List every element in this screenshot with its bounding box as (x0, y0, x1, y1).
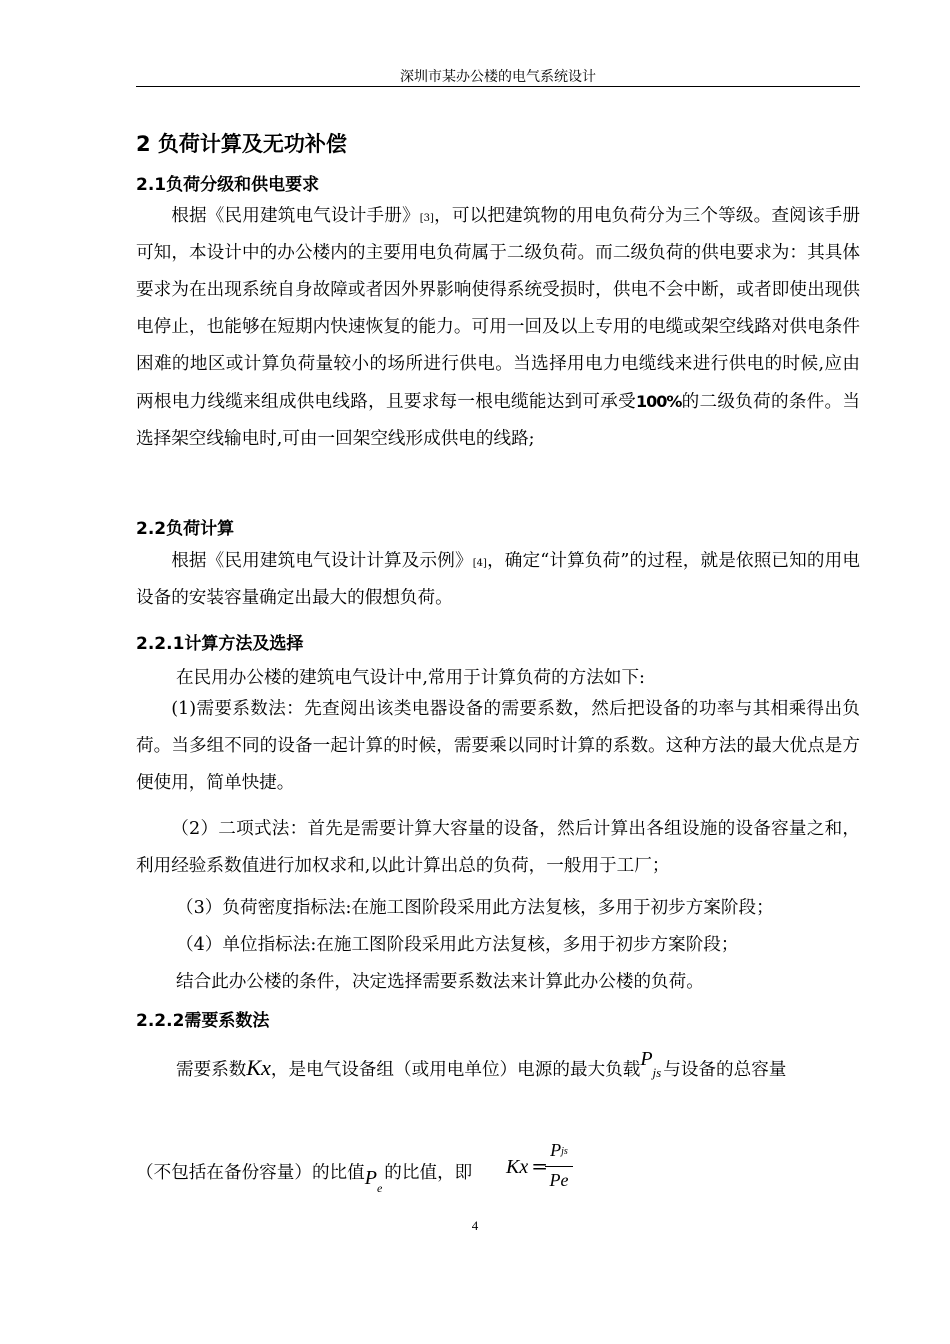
s22-text-b: ，确定“计算负荷”的过程，就是依照已知的用电设备的安装容量确定出最大的假想负荷。 (136, 551, 860, 608)
l1-text-b: ，是电气设备组（或用电单位）电源的最大负载 (270, 1060, 641, 1080)
header-rule (136, 86, 860, 87)
pjs-subscript: js (652, 1065, 662, 1080)
pjs-symbol: P (640, 1048, 653, 1070)
l2-text-b: 的比值，即 (384, 1163, 473, 1183)
s21-text-b: ，可以把建筑物的用电负荷分为三个等级。查阅该手册可知，本设计中的办公楼内的主要用电负荷属于二级负荷。而二级负荷的供电要求为：其具体要求为在出现系统自身故障或者因外界影响使得系统受损时，供电不会中断，或者即使出现供电停止，也能够在短期内快速恢复的能力。可用一回及以上专用的电缆或架空线路对供电条件困难的地区或计算负荷量较小的场所进行供电。当选择用电力电缆线来进行供电的时候,应由两根电力线缆来组成供电线路，且要求每一根电缆能达到可承受 (136, 206, 860, 412)
demand-factor-formula (506, 1154, 548, 1179)
chapter-title: 2 负荷计算及无功补偿 (136, 132, 347, 156)
pe-subscript: e (376, 1181, 383, 1195)
running-header: 深圳市某办公楼的电气系统设计 (400, 69, 596, 85)
methods-intro: 在民用办公楼的建筑电气设计中,常用于计算负荷的方法如下: (176, 668, 645, 688)
s22-text-a: 根据《民用建筑电气设计计算及示例》 (171, 551, 473, 571)
demand-factor-line-1 (176, 1048, 860, 1081)
method-1-paragraph: (1)需要系数法：先查阅出该类电器设备的需要系数，然后把设备的功率与其相乘得出负荷。当多组不同的设备一起计算的时候，需要乘以同时计算的系数。这种方法的最大优点是方便使用，简单快捷。 (136, 699, 860, 793)
l1-text-a: 需要系数 (176, 1060, 247, 1080)
section-2-1-paragraph (136, 198, 860, 458)
citation-4: [4] (472, 558, 487, 569)
l1-text-c: 与设备的总容量 (663, 1060, 787, 1080)
percent-value: 100% (635, 392, 682, 411)
citation-3: [3] (419, 213, 434, 224)
method-conclusion: 结合此办公楼的条件，决定选择需要系数法来计算此办公楼的负荷。 (176, 972, 704, 992)
formula-num-p: P (550, 1140, 562, 1160)
section-2-2-2-heading: 2.2.2需要系数法 (136, 1011, 270, 1031)
method-4-line: （4）单位指标法:在施工图阶段采用此方法复核，多用于初步方案阶段； (176, 935, 739, 955)
method-3-line: （3）负荷密度指标法:在施工图阶段采用此方法复核，多用于初步方案阶段； (176, 898, 774, 918)
formula-denominator (545, 1170, 573, 1191)
page-number: 4 (471, 1218, 479, 1233)
formula-equals: = (531, 1154, 548, 1178)
s21-text-a: 根据《民用建筑电气设计手册》 (171, 206, 420, 226)
formula-den: Pe (549, 1170, 569, 1190)
method-2-paragraph: （2）二项式法：首先是需要计算大容量的设备，然后计算出各组设施的设备容量之和，利用经验系数值进行加权求和,以此计算出总的负荷，一般用于工厂； (136, 819, 860, 876)
demand-factor-line-2 (136, 1159, 860, 1195)
formula-kx: Kx (506, 1156, 529, 1178)
section-2-2-paragraph (136, 543, 860, 617)
section-2-2-heading: 2.2负荷计算 (136, 519, 235, 539)
pe-symbol: P (364, 1167, 377, 1189)
formula-num-sub: js (561, 1146, 568, 1157)
fraction-bar (545, 1166, 573, 1167)
section-2-2-1-heading: 2.2.1计算方法及选择 (136, 634, 304, 654)
formula-numerator (545, 1140, 573, 1161)
s21-text-c: 的二级负荷的条件。当选择架空线输电时,可由一回架空线形成供电的线路; (136, 392, 860, 449)
l2-text-a: （不包括在备份容量）的比值 (136, 1163, 365, 1183)
section-2-1-heading: 2.1负荷分级和供电要求 (136, 175, 320, 195)
kx-symbol: Kx (246, 1055, 271, 1080)
